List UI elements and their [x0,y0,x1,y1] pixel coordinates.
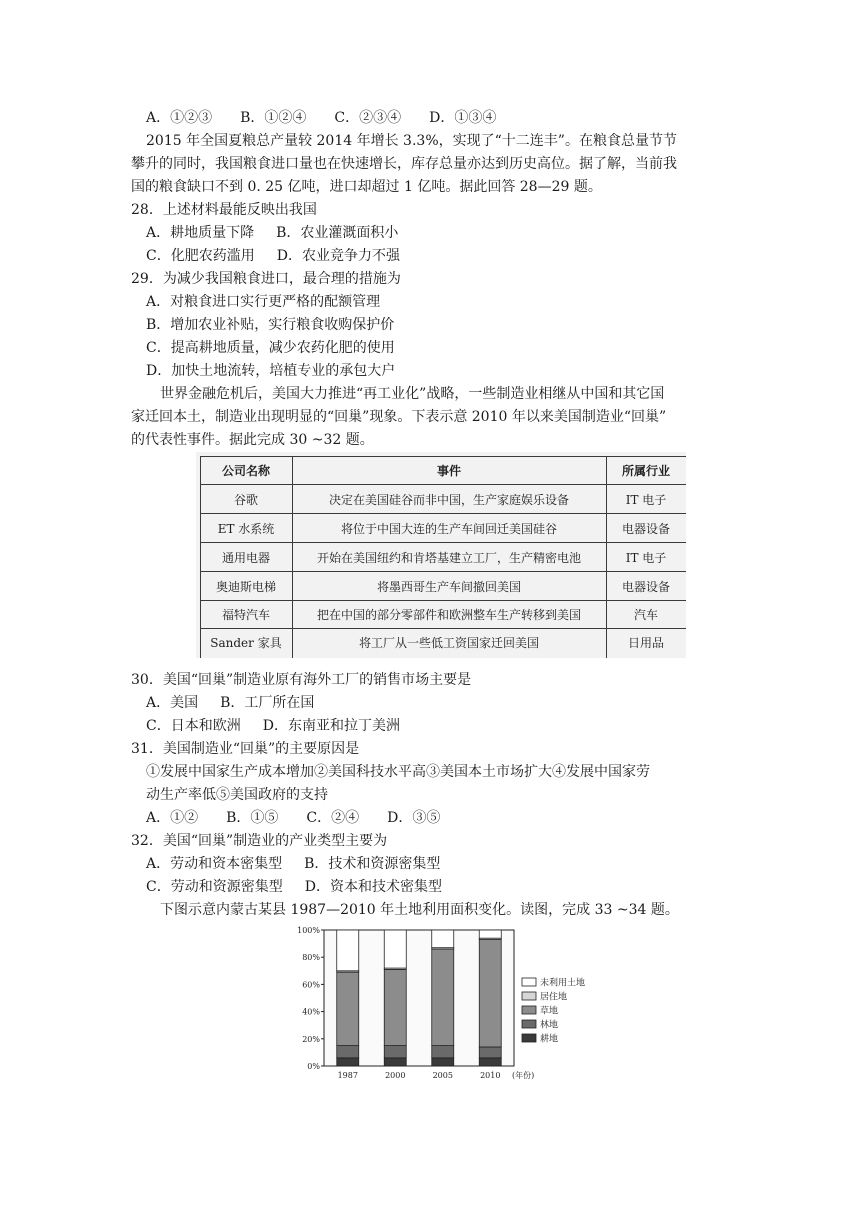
table-cell-event: 将位于中国大连的生产车间回迁美国硅谷 [340,521,557,536]
legend-swatch [522,1034,536,1042]
table-header-industry: 所属行业 [621,463,670,478]
bar-segment-1 [479,1047,501,1058]
table-divider [606,456,607,658]
land-use-chart [290,922,610,1084]
option-b: B．农业灌溉面积小 [276,225,399,241]
question-28-stem: 28．上述材料最能反映出我国 [131,202,317,218]
option-b: B．工厂所在国 [220,695,315,711]
table-divider [200,456,201,658]
bar-segment-4 [337,930,359,971]
question-29-option-b: B．增加农业补贴，实行粮食收购保护价 [146,317,395,333]
bar-segment-0 [384,1058,406,1066]
bar-segment-2 [337,972,359,1045]
option-b: B．①②④ [240,110,307,126]
x-axis-unit: (年份) [512,1071,535,1080]
table-cell-industry: 电器设备 [621,579,670,594]
bar-segment-1 [432,1046,454,1058]
bar-segment-1 [337,1046,359,1058]
table-cell-company: 通用电器 [221,550,270,565]
bar-segment-1 [384,1046,406,1058]
table-cell-company: 福特汽车 [221,608,270,622]
legend-label: 耕地 [540,1034,559,1045]
option-b: B．技术和资源密集型 [304,856,441,872]
legend-swatch [522,1006,536,1014]
legend-label: 草地 [540,1006,559,1017]
question-28-options-row1 [146,223,398,243]
option-c: C．②④ [306,810,360,826]
table-row [200,485,686,514]
table-cell-company: ET 水系统 [217,521,275,536]
passage-grain-line3: 国的粮食缺口不到 0. 25 亿吨，进口却超过 1 亿吨。据此回答 28—29 题。 [131,179,602,195]
table-header-company: 公司名称 [221,463,270,478]
bar-segment-2 [432,949,454,1046]
option-d: D．③⑤ [387,810,441,826]
table-header-event: 事件 [436,463,461,478]
x-tick-label: 1987 [337,1071,358,1080]
option-d: D．农业竞争力不强 [276,248,400,264]
bar-segment-2 [384,969,406,1045]
question-30-stem: 30．美国“回巢”制造业原有海外工厂的销售市场主要是 [131,672,472,688]
passage-landuse: 下图示意内蒙古某县 1987—2010 年土地利用面积变化。读图，完成 33 ~34 题。 [160,902,679,918]
option-a: A．耕地质量下降 [146,225,255,241]
question-32-options-row1 [146,854,440,874]
legend-swatch [522,992,536,1000]
passage-reindustrialization-line3: 的代表性事件。据此完成 30 ~32 题。 [131,432,374,448]
table-row [200,572,686,601]
table-row [200,629,686,656]
legend-label: 林地 [540,1020,559,1031]
y-tick-label: 100% [297,926,320,935]
option-d: D．资本和技术密集型 [304,879,442,895]
bar-segment-4 [479,930,501,938]
option-a: A．①②③ [146,110,213,126]
legend-swatch [522,1020,536,1028]
question-28-options-row2 [146,246,400,266]
x-tick-label: 2000 [385,1071,406,1080]
bar-segment-0 [479,1058,501,1066]
legend-label: 未利用土地 [540,978,586,989]
option-c: C．②③④ [334,110,402,126]
bar-segment-0 [337,1058,359,1066]
table-cell-company: 谷歌 [233,492,258,507]
passage-reindustrialization-line1: 世界金融危机后，美国大力推进“再工业化”战略，一些制造业相继从中国和其它国 [160,386,665,402]
table-row [200,514,686,543]
question-30-options-row2 [146,716,400,736]
table-cell-industry: IT 电子 [625,550,667,565]
option-a: A．美国 [146,695,199,711]
question-32-options-row2 [146,877,442,897]
x-tick-label: 2005 [432,1071,453,1080]
option-c: C．劳动和资源密集型 [146,879,283,895]
table-row [200,543,686,572]
question-29-option-a: A．对粮食进口实行更严格的配额管理 [146,294,381,310]
passage-grain-line2: 攀升的同时，我国粮食进口量也在快速增长，库存总量亦达到历史高位。据了解，当前我 [131,156,677,172]
table-cell-industry: IT 电子 [625,492,667,507]
passage-grain-line1: 2015 年全国夏粮总产量较 2014 年增长 3.3%，实现了“十二连丰”。在粮食总量节节 [146,133,677,149]
legend-swatch [522,978,536,986]
option-c: C．化肥农药滥用 [146,248,255,264]
option-b: B．①⑤ [226,810,279,826]
table-cell-industry: 日用品 [627,636,664,650]
question-31-options [146,808,440,828]
y-tick-label: 60% [302,980,320,990]
y-tick-label: 20% [302,1034,320,1044]
y-tick-label: 40% [302,1007,320,1017]
x-tick-label: 2010 [480,1071,501,1080]
question-30-options-row1 [146,693,314,713]
question-31-stem: 31．美国制造业“回巢”的主要原因是 [131,741,360,757]
option-a: A．劳动和资本密集型 [146,856,283,872]
table-divider [292,456,293,658]
question-29-stem: 29．为减少我国粮食进口，最合理的措施为 [131,271,401,287]
question-29-option-d: D．加快土地流转，培植专业的承包大户 [146,363,396,379]
question-32-stem: 32．美国“回巢”制造业的产业类型主要为 [131,833,388,849]
bar-segment-4 [384,930,406,968]
bar-segment-0 [432,1058,454,1066]
prev-question-options [146,108,496,128]
table-header-row [200,456,686,485]
question-29-option-c: C．提高耕地质量，减少农药化肥的使用 [146,340,395,356]
table-cell-company: Sander 家具 [210,636,282,650]
legend-label: 居住地 [540,992,568,1003]
table-cell-company: 奥迪斯电梯 [215,579,276,594]
table-top-border [200,456,686,457]
table-row [200,601,686,629]
table-cell-event: 开始在美国纽约和肯塔基建立工厂，生产精密电池 [316,550,581,565]
table-cell-event: 决定在美国硅谷而非中国，生产家庭娱乐设备 [328,492,569,507]
option-c: C．日本和欧洲 [146,718,241,734]
bar-segment-2 [479,940,501,1047]
option-d: D．东南亚和拉丁美洲 [262,718,400,734]
table-cell-event: 将墨西哥生产车间撤回美国 [376,579,521,594]
table-cell-event: 将工厂从一些低工资国家迁回美国 [358,636,539,650]
option-d: D．①③④ [429,110,497,126]
passage-reindustrialization-line2: 家迁回本土，制造业出现明显的“回巢”现象。下表示意 2010 年以来美国制造业“回巢” [131,409,667,425]
bar-segment-4 [432,930,454,948]
table-cell-industry: 汽车 [633,608,658,622]
table-cell-industry: 电器设备 [621,521,670,536]
reshoring-events-table [196,452,686,658]
y-tick-label: 80% [302,953,320,963]
table-cell-event: 把在中国的部分零部件和欧洲整车生产转移到美国 [316,608,581,622]
option-a: A．①② [146,810,199,826]
question-31-statements-line2: 动生产率低⑤美国政府的支持 [146,787,328,803]
y-tick-label: 0% [307,1062,320,1071]
question-31-statements-line1: ①发展中国家生产成本增加②美国科技水平高③美国本土市场扩大④发展中国家劳 [146,764,650,780]
